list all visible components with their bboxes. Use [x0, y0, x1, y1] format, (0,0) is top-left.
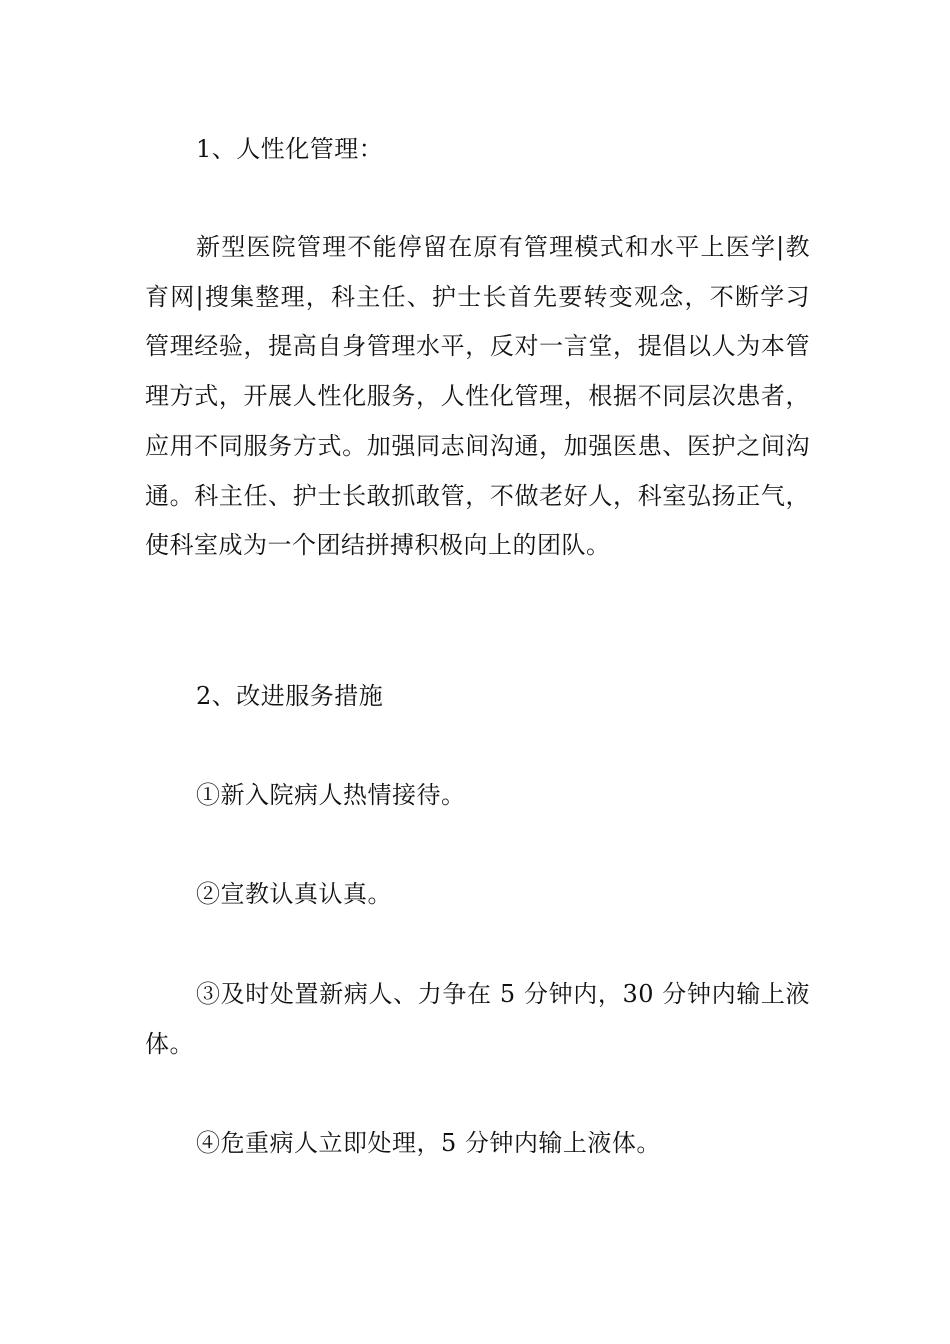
section-heading-service-measures: 2、改进服务措施	[196, 682, 384, 710]
list-item: ①新入院病人热情接待。	[196, 781, 466, 809]
section-heading-humanized-management: 1、人性化管理：	[196, 135, 384, 163]
body-paragraph: 新型医院管理不能停留在原有管理模式和水平上医学|教育网|搜集整理，科主任、护士长首先要转变观念，不断学习管理经验，提高自身管理水平，反对一言堂，提倡以人为本管理方式，开展人性化服务，人性化管理，根据不同层次患者，应用不同服务方式。加强同志间沟通，加强医患、医护之间沟通。科主任、护士长敢抓敢管，不做老好人，科室弘扬正气，使科室成为一个团结拼搏积极向上的团队。	[145, 233, 810, 560]
list-item: ③及时处置新病人、力争在 5 分钟内，30 分钟内输上液体。	[145, 980, 810, 1058]
list-item: ②宣教认真认真。	[196, 880, 392, 908]
list-item: ④危重病人立即处理，5 分钟内输上液体。	[196, 1129, 661, 1157]
